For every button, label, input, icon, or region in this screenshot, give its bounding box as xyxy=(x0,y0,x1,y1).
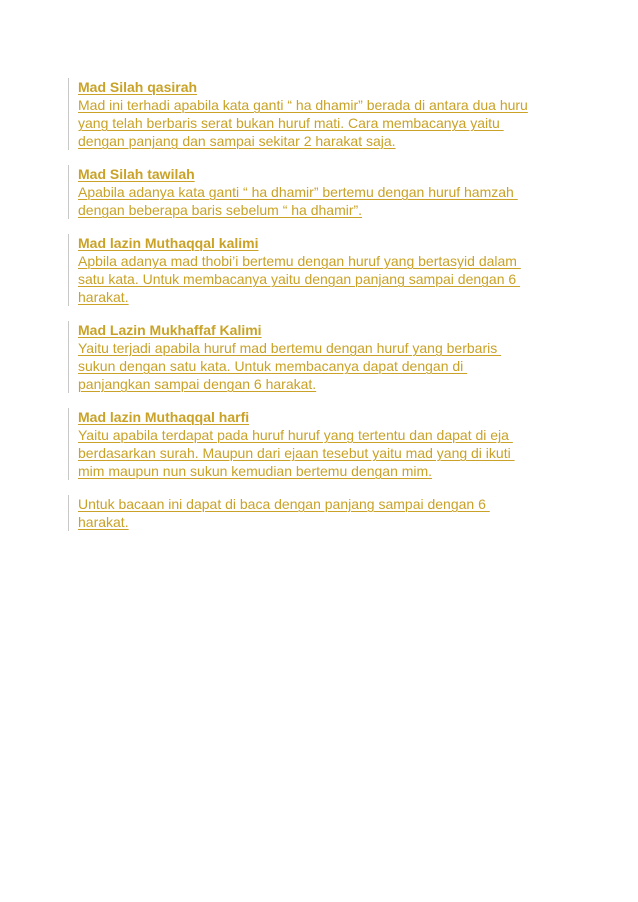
section-title[interactable]: Mad lazin Muthaqqal harfi xyxy=(78,409,250,425)
section-mad-silah-qasirah xyxy=(68,78,568,150)
section-line[interactable]: panjangkan sampai dengan 6 harakat. xyxy=(78,376,317,392)
section-line[interactable]: berdasarkan surah. Maupun dari ejaan tesebut yaitu mad yang di ikuti xyxy=(78,445,515,461)
section-title[interactable]: Mad lazin Muthaqqal kalimi xyxy=(78,235,259,251)
section-line[interactable]: Apbila adanya mad thobi’i bertemu dengan huruf yang bertasyid dalam xyxy=(78,253,521,269)
section-line[interactable]: harakat. xyxy=(78,289,129,305)
section-mad-lazin-muthaqqal-harfi xyxy=(68,408,568,480)
section-line[interactable]: mim maupun nun sukun kemudian bertemu dengan mim. xyxy=(78,463,433,479)
section-line[interactable]: Apabila adanya kata ganti “ ha dhamir” bertemu dengan huruf hamzah xyxy=(78,184,518,200)
section-line[interactable]: Yaitu terjadi apabila huruf mad bertemu dengan huruf yang berbaris xyxy=(78,340,502,356)
section-line[interactable]: dengan panjang dan sampai sekitar 2 harakat saja. xyxy=(78,133,396,149)
section-title[interactable]: Mad Silah tawilah xyxy=(78,166,195,182)
section-title[interactable]: Mad Silah qasirah xyxy=(78,79,198,95)
document-content xyxy=(68,78,568,546)
section-closing-note xyxy=(68,495,568,531)
section-line[interactable]: satu kata. Untuk membacanya yaitu dengan panjang sampai dengan 6 xyxy=(78,271,521,287)
section-mad-lazin-muthaqqal-kalimi xyxy=(68,234,568,306)
section-line[interactable]: Yaitu apabila terdapat pada huruf huruf yang tertentu dan dapat di eja xyxy=(78,427,513,443)
section-line[interactable]: Untuk bacaan ini dapat di baca dengan panjang sampai dengan 6 xyxy=(78,496,490,512)
section-title[interactable]: Mad Lazin Mukhaffaf Kalimi xyxy=(78,322,262,338)
section-mad-silah-tawilah xyxy=(68,165,568,219)
section-line[interactable]: Mad ini terhadi apabila kata ganti “ ha dhamir” berada di antara dua huru xyxy=(78,97,528,113)
section-line[interactable]: dengan beberapa baris sebelum “ ha dhamir”. xyxy=(78,202,363,218)
section-line[interactable]: harakat. xyxy=(78,514,129,530)
section-line[interactable]: yang telah berbaris serat bukan huruf mati. Cara membacanya yaitu xyxy=(78,115,504,131)
section-line[interactable]: sukun dengan satu kata. Untuk membacanya dapat dengan di xyxy=(78,358,468,374)
section-mad-lazin-mukhaffaf-kalimi xyxy=(68,321,568,393)
